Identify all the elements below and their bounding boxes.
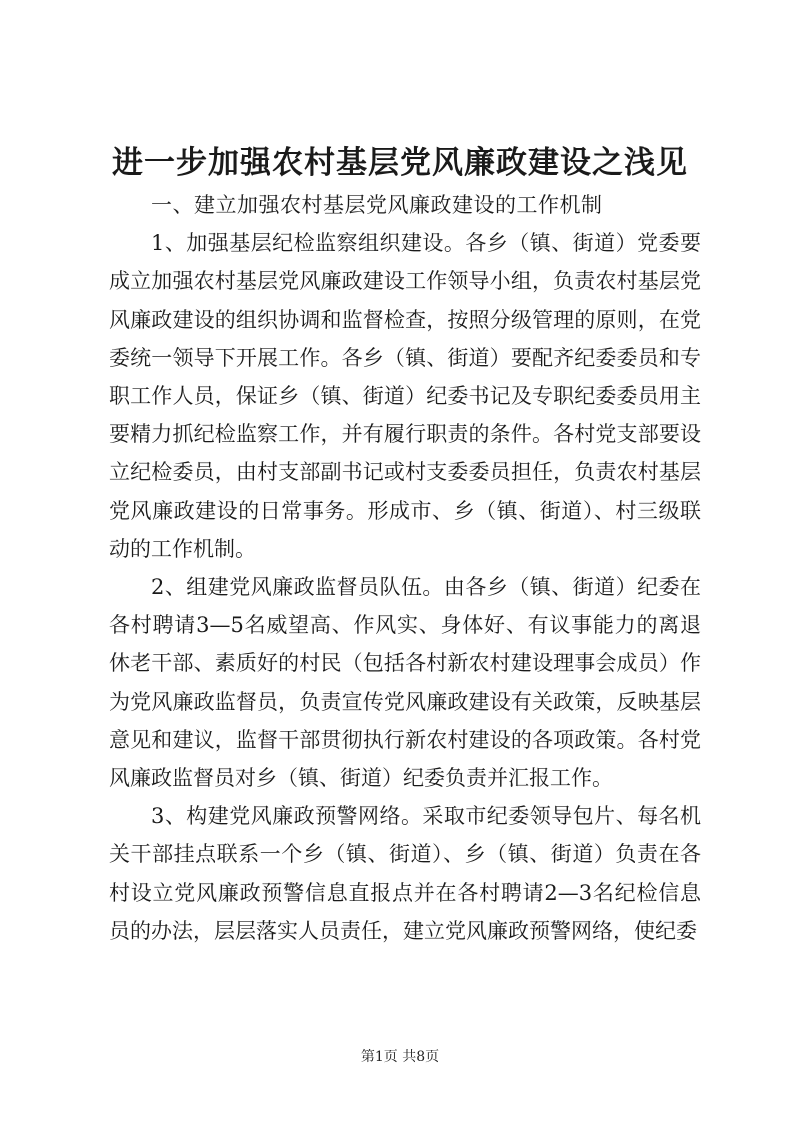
paragraph-3: 3、构建党风廉政预警网络。采取市纪委领导包片、每名机关干部挂点联系一个乡（镇、街道）、乡（镇、街道）负责在各村设立党风廉政预警信息直报点并在各村聘请2—3名纪检信息员的办法，层层落实人员责任，建立党风廉政预警网络，使纪委 [109,804,701,943]
document-body [109,186,701,950]
page-number-footer: 第1页 共8页 [360,1049,440,1065]
document-title: 进一步加强农村基层党风廉政建设之浅见 [112,145,688,181]
paragraph-2: 2、组建党风廉政监督员队伍。由各乡（镇、街道）纪委在各村聘请3—5名威望高、作风实、身体好、有议事能力的离退休老干部、素质好的村民（包括各村新农村建设理事会成员）作为党风廉政监督员，负责宣传党风廉政建设有关政策，反映基层意见和建议，监督干部贯彻执行新农村建设的各项政策。各村党风廉政监督员对乡（镇、街道）纪委负责并汇报工作。 [109,575,701,791]
section-heading: 一、建立加强农村基层党风廉政建设的工作机制 [151,193,603,217]
paragraph-1: 1、加强基层纪检监察组织建设。各乡（镇、街道）党委要成立加强农村基层党风廉政建设工作领导小组，负责农村基层党风廉政建设的组织协调和监督检查，按照分级管理的原则，在党委统一领导下开展工作。各乡（镇、街道）要配齐纪委委员和专职工作人员，保证乡（镇、街道）纪委书记及专职纪委委员用主要精力抓纪检监察工作，并有履行职责的条件。各村党支部要设立纪检委员，由村支部副书记或村支委委员担任，负责农村基层党风廉政建设的日常事务。形成市、乡（镇、街道）、村三级联动的工作机制。 [109,231,701,561]
